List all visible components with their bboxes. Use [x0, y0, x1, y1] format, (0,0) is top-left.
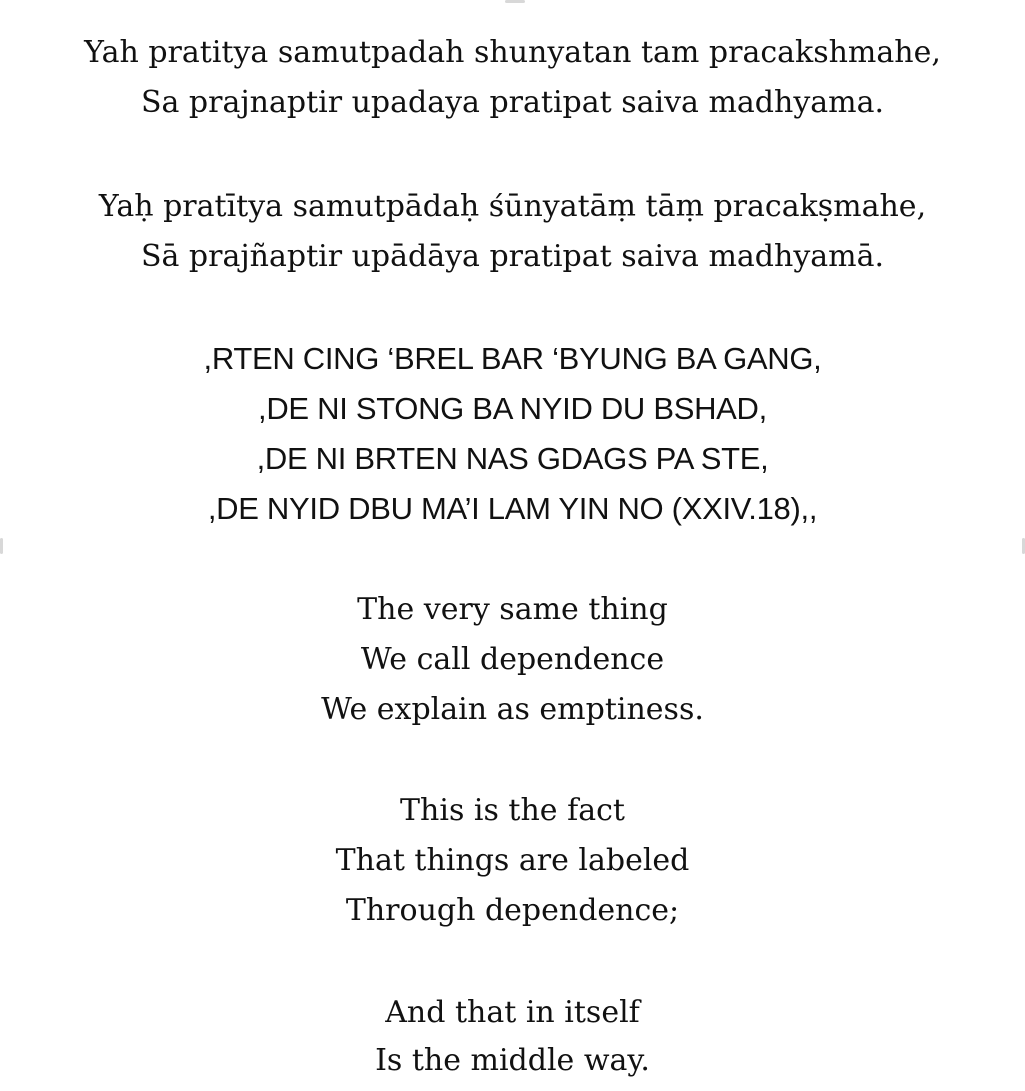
sanskrit-diacritic-line-2: Sā prajñaptir upādāya pratipat saiva madhyamā.	[140, 239, 885, 274]
left-edge-mark	[0, 538, 3, 554]
sanskrit-plain-line-1: Yah pratitya samutpadah shunyatan tam pracakshmahe,	[84, 35, 941, 70]
english-2-line-1: This is the fact	[400, 793, 625, 828]
english-1-line-2: We call dependence	[360, 642, 665, 677]
top-edge-mark	[505, 0, 525, 3]
english-1-line-3: We explain as emptiness.	[321, 692, 704, 727]
sanskrit-diacritic-line-1: Yaḥ pratītya samutpādaḥ śūnyatāṃ tāṃ pracakṣmahe,	[98, 189, 927, 224]
tibetan-line-3: ,DE NI BRTEN NAS GDAGS PA STE,	[256, 441, 769, 476]
english-2-line-3: Through dependence;	[345, 893, 680, 928]
english-2-line-2: That things are labeled	[335, 843, 690, 878]
english-1-line-1: The very same thing	[357, 592, 668, 627]
english-3-line-1: And that in itself	[385, 995, 640, 1030]
tibetan-line-1: ,RTEN CING ‘BREL BAR ‘BYUNG BA GANG,	[203, 341, 822, 376]
english-3-line-2: Is the middle way.	[375, 1043, 650, 1078]
tibetan-line-4: ,DE NYID DBU MA’I LAM YIN NO (XXIV.18),,	[207, 491, 818, 526]
tibetan-line-2: ,DE NI STONG BA NYID DU BSHAD,	[258, 391, 767, 426]
sanskrit-plain-line-2: Sa prajnaptir upadaya pratipat saiva madhyama.	[140, 85, 885, 120]
